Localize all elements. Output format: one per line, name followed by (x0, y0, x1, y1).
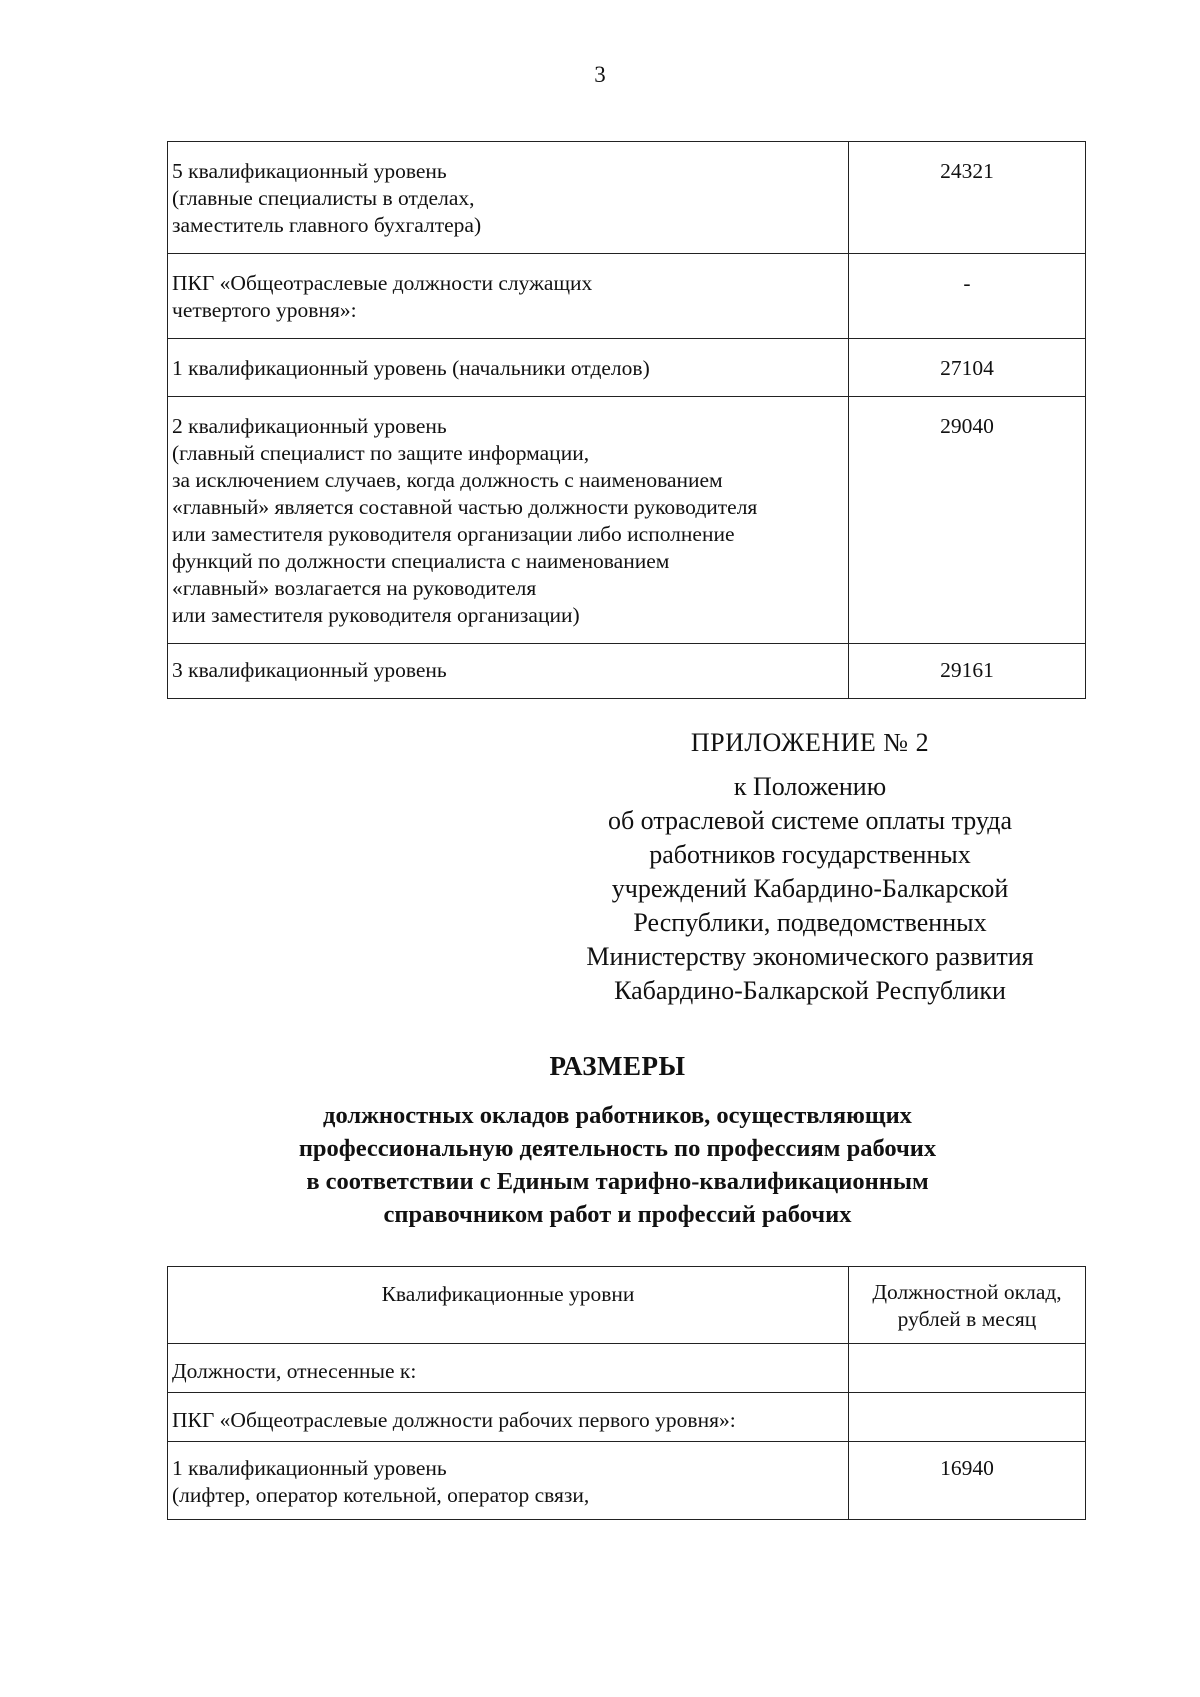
table-row (168, 1442, 1086, 1520)
table-header-row (168, 1267, 1086, 1344)
appendix-line: Министерству экономического развития (586, 942, 1034, 971)
salary-value-cell: - (849, 254, 1086, 339)
cell-text-line: 1 квалификационный уровень (172, 1456, 447, 1480)
appendix-line: об отраслевой системе оплаты труда (607, 806, 1013, 835)
qualification-level-cell (168, 339, 849, 397)
header-salary (849, 1267, 1086, 1344)
cell-text-line: за исключением случаев, когда должность с наименованием (172, 468, 723, 492)
salary-value-cell: 27104 (849, 339, 1086, 397)
cell-text-line: «главный» является составной частью должности руководителя (172, 495, 758, 519)
qualification-level-cell (168, 1344, 849, 1393)
salary-value-cell (849, 1393, 1086, 1442)
table-row (168, 1393, 1086, 1442)
page-number: 3 (594, 62, 606, 87)
appendix-line: к Положению (733, 772, 887, 801)
cell-text-line: (главные специалисты в отделах, (172, 186, 475, 210)
salary-table-continued (167, 141, 1086, 699)
appendix-title: ПРИЛОЖЕНИЕ № 2 (690, 728, 930, 757)
appendix-line: учреждений Кабардино-Балкарской (611, 874, 1009, 903)
table-row (168, 397, 1086, 644)
salary-value-cell (849, 1344, 1086, 1393)
table-row (168, 142, 1086, 254)
salary-value-cell: 24321 (849, 142, 1086, 254)
salary-value-cell: 16940 (849, 1442, 1086, 1520)
cell-text-line: (лифтер, оператор котельной, оператор связи, (172, 1483, 590, 1507)
qualification-level-cell (168, 644, 849, 699)
worker-salary-table (167, 1266, 1086, 1520)
header-line: Должностной оклад, (872, 1280, 1062, 1304)
cell-text-line: 1 квалификационный уровень (начальники отделов) (172, 356, 650, 380)
subheading-line: в соответствии с Единым тарифно-квалификационным (306, 1168, 929, 1195)
cell-text-line: или заместителя руководителя организации) (172, 603, 580, 627)
cell-text-line: ПКГ «Общеотраслевые должности рабочих первого уровня»: (172, 1408, 736, 1432)
header-qualification-levels: Квалификационные уровни (168, 1267, 849, 1344)
cell-text-line: 5 квалификационный уровень (172, 159, 447, 183)
document-heading: РАЗМЕРЫ (549, 1051, 686, 1081)
cell-text-line: 2 квалификационный уровень (172, 414, 447, 438)
appendix-line: Кабардино-Балкарской Республики (614, 976, 1006, 1005)
appendix-reference (540, 770, 1080, 1008)
table-row (168, 339, 1086, 397)
appendix-line: Республики, подведомственных (633, 908, 987, 937)
subheading-line: справочником работ и профессий рабочих (383, 1201, 852, 1228)
table-row (168, 644, 1086, 699)
qualification-level-cell (168, 1393, 849, 1442)
qualification-level-cell (168, 254, 849, 339)
cell-text-line: функций по должности специалиста с наименованием (172, 549, 670, 573)
cell-text-line: четвертого уровня»: (172, 298, 357, 322)
header-line: рублей в месяц (897, 1307, 1037, 1331)
salary-value-cell: 29040 (849, 397, 1086, 644)
table-row (168, 1344, 1086, 1393)
cell-text-line: или заместителя руководителя организации либо исполнение (172, 522, 735, 546)
cell-text-line: Должности, отнесенные к: (172, 1359, 417, 1383)
appendix-line: работников государственных (649, 840, 971, 869)
cell-text-line: 3 квалификационный уровень (172, 658, 447, 682)
subheading-line: профессиональную деятельность по профессиям рабочих (298, 1135, 937, 1162)
cell-text-line: ПКГ «Общеотраслевые должности служащих (172, 271, 593, 295)
cell-text-line: (главный специалист по защите информации, (172, 441, 590, 465)
table-row (168, 254, 1086, 339)
qualification-level-cell (168, 1442, 849, 1520)
qualification-level-cell (168, 397, 849, 644)
cell-text-line: «главный» возлагается на руководителя (172, 576, 537, 600)
subheading-line: должностных окладов работников, осуществляющих (323, 1102, 912, 1129)
document-subheading (0, 1099, 1200, 1231)
qualification-level-cell (168, 142, 849, 254)
cell-text-line: заместитель главного бухгалтера) (172, 213, 482, 237)
salary-value-cell: 29161 (849, 644, 1086, 699)
